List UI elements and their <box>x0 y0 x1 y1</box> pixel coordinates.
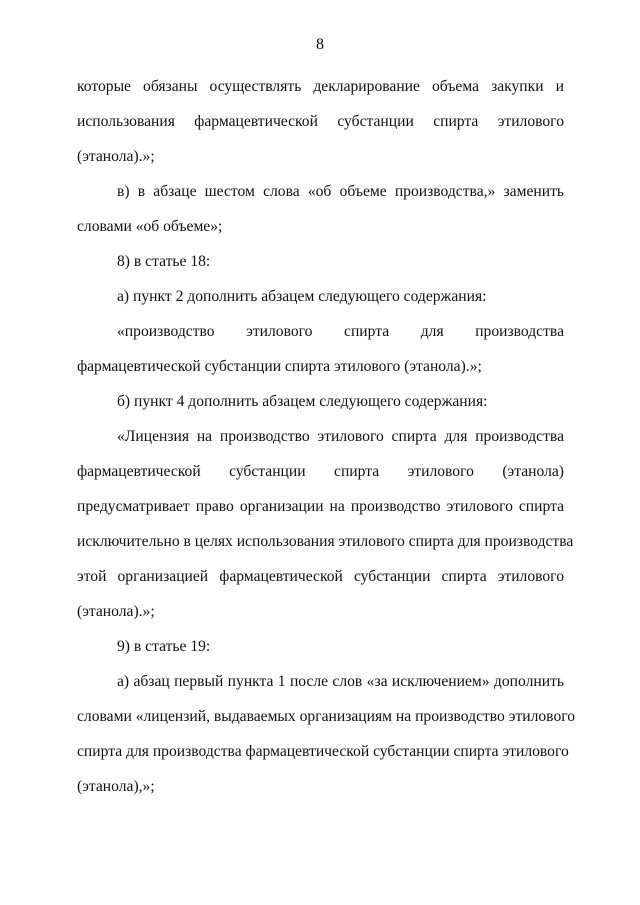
text-line: (этанола),»; <box>77 778 155 795</box>
text-line: которые обязаны осуществлять декларирование объема закупки и <box>77 78 564 95</box>
text-line: словами «об объеме»; <box>77 218 223 235</box>
text-line: словами «лицензий, выдаваемых организациям на производство этилового <box>77 708 576 725</box>
text-line: этой организацией фармацевтической субстанции спирта этилового <box>77 568 564 585</box>
text-line: б) пункт 4 дополнить абзацем следующего содержания: <box>117 393 488 410</box>
text-line: предусматривает право организации на производство этилового спирта <box>77 498 564 515</box>
text-line: спирта для производства фармацевтической субстанции спирта этилового <box>77 743 569 760</box>
text-line: а) пункт 2 дополнить абзацем следующего содержания: <box>117 288 487 305</box>
text-line: «производство этилового спирта для производства <box>117 323 564 340</box>
text-line: (этанола).»; <box>77 603 155 620</box>
document-body <box>77 76 576 811</box>
text-line: «Лицензия на производство этилового спирта для производства <box>117 428 564 445</box>
text-line: фармацевтической субстанции спирта этилового (этанола) <box>77 463 564 480</box>
text-line: 9) в статье 19: <box>117 638 211 655</box>
text-line: 8) в статье 18: <box>117 253 211 270</box>
page-number: 8 <box>316 36 324 53</box>
text-line: в) в абзаце шестом слова «об объеме производства,» заменить <box>117 183 564 200</box>
text-line: исключительно в целях использования этилового спирта для производства <box>77 533 574 550</box>
text-line: а) абзац первый пункта 1 после слов «за исключением» дополнить <box>117 673 564 690</box>
text-line: (этанола).»; <box>77 148 155 165</box>
text-line: использования фармацевтической субстанции спирта этилового <box>77 113 564 130</box>
text-line: фармацевтической субстанции спирта этилового (этанола).»; <box>77 358 482 375</box>
